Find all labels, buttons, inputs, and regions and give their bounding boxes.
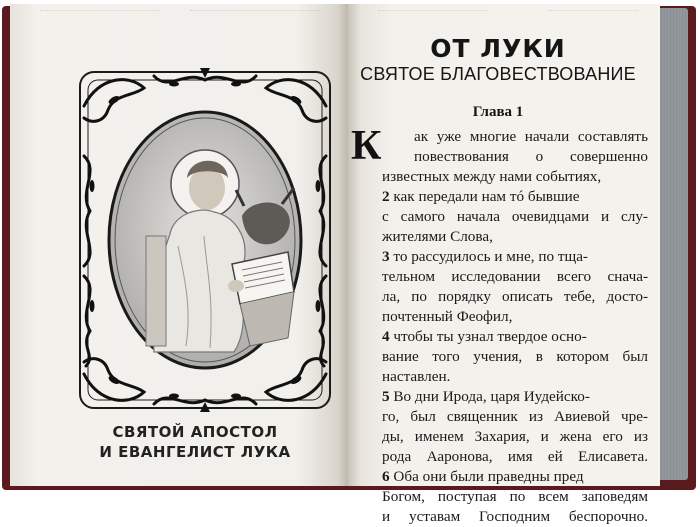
show-through-text: [190, 10, 320, 20]
text-line: [382, 387, 648, 407]
verse-line-text: тельном исследовании всего снача-: [382, 268, 648, 285]
text-line: [382, 207, 648, 227]
verse-line-text: то рассудилось и мне, по тща-: [389, 248, 588, 265]
gospel-title: ОТ ЛУКИ: [430, 34, 566, 63]
verse-number: 5: [382, 388, 390, 405]
verse-line-text: наставлен.: [382, 368, 451, 385]
verse-line-text: Богом, поступая по всем заповедям: [382, 488, 648, 505]
right-page: [348, 4, 660, 525]
verse-line-text: рода Ааронова, имя ей Елисавета.: [382, 448, 648, 465]
chapter-heading: Глава 1: [472, 104, 524, 120]
text-line: [382, 247, 648, 267]
show-through-text: [378, 10, 488, 20]
verse-line-text: чтобы ты узнал твердое осно-: [389, 328, 587, 345]
verse-line-text: Во дни Ирода, царя Иудейско-: [389, 388, 590, 405]
text-line: [382, 307, 648, 327]
icon-caption: [50, 422, 340, 462]
text-line: [382, 367, 648, 387]
show-through-text: [548, 10, 638, 20]
left-page: [10, 4, 348, 486]
verse-line-text: ды, именем Захария, и жена его из: [382, 428, 648, 445]
verse-line-text: жителями Слова,: [382, 228, 493, 245]
text-line: [382, 487, 648, 507]
verse-line-text: Оба они были праведны пред: [389, 468, 584, 485]
caption-line-2: И ЕВАНГЕЛИСТ ЛУКА: [99, 443, 291, 461]
verse-line-text: почтенный Феофил,: [382, 308, 513, 325]
text-line: [382, 167, 648, 187]
text-line: [382, 427, 648, 447]
verse-line-text: известных между нами событиях,: [382, 168, 602, 185]
verse-line-text: и уставам Господним беспорочно.: [382, 508, 648, 525]
text-line: [382, 447, 648, 467]
text-line: [382, 187, 648, 207]
verse-line-text: ла, по порядку описать тебе, досто-: [382, 288, 648, 305]
page-edges: [660, 8, 688, 480]
text-line: [382, 327, 648, 347]
verse-line-text: повествования о совершенно: [414, 148, 648, 165]
ornamental-frame: [74, 66, 336, 414]
drop-cap: К: [351, 123, 382, 169]
verse-text: [382, 127, 648, 527]
open-book: [10, 4, 686, 525]
verse-number: 6: [382, 468, 390, 485]
gospel-subtitle: СВЯТОЕ БЛАГОВЕСТВОВАНИЕ: [360, 64, 636, 84]
verse-line-text: ак уже многие начали составлять: [414, 128, 648, 145]
verse-number: 3: [382, 248, 390, 265]
verse-line-text: вание того учения, в котором был: [382, 348, 648, 365]
text-line: [382, 227, 648, 247]
verse-line-text: как передали нам тó бывшие: [389, 188, 580, 205]
text-line: [382, 287, 648, 307]
verse-line-text: с самого начала очевидцами и слу-: [382, 208, 648, 225]
text-line: [382, 127, 648, 147]
text-line: [382, 267, 648, 287]
verse-line-text: го, был священник из Авиевой чре-: [382, 408, 648, 425]
ornament-illustration: [74, 66, 336, 414]
text-line: [382, 467, 648, 487]
verse-number: 4: [382, 328, 390, 345]
show-through-text: [40, 10, 160, 20]
caption-line-1: СВЯТОЙ АПОСТОЛ: [112, 423, 278, 441]
text-line: [382, 347, 648, 367]
text-line: [382, 407, 648, 427]
text-line: [382, 507, 648, 527]
text-line: [382, 147, 648, 167]
verse-number: 2: [382, 188, 390, 205]
